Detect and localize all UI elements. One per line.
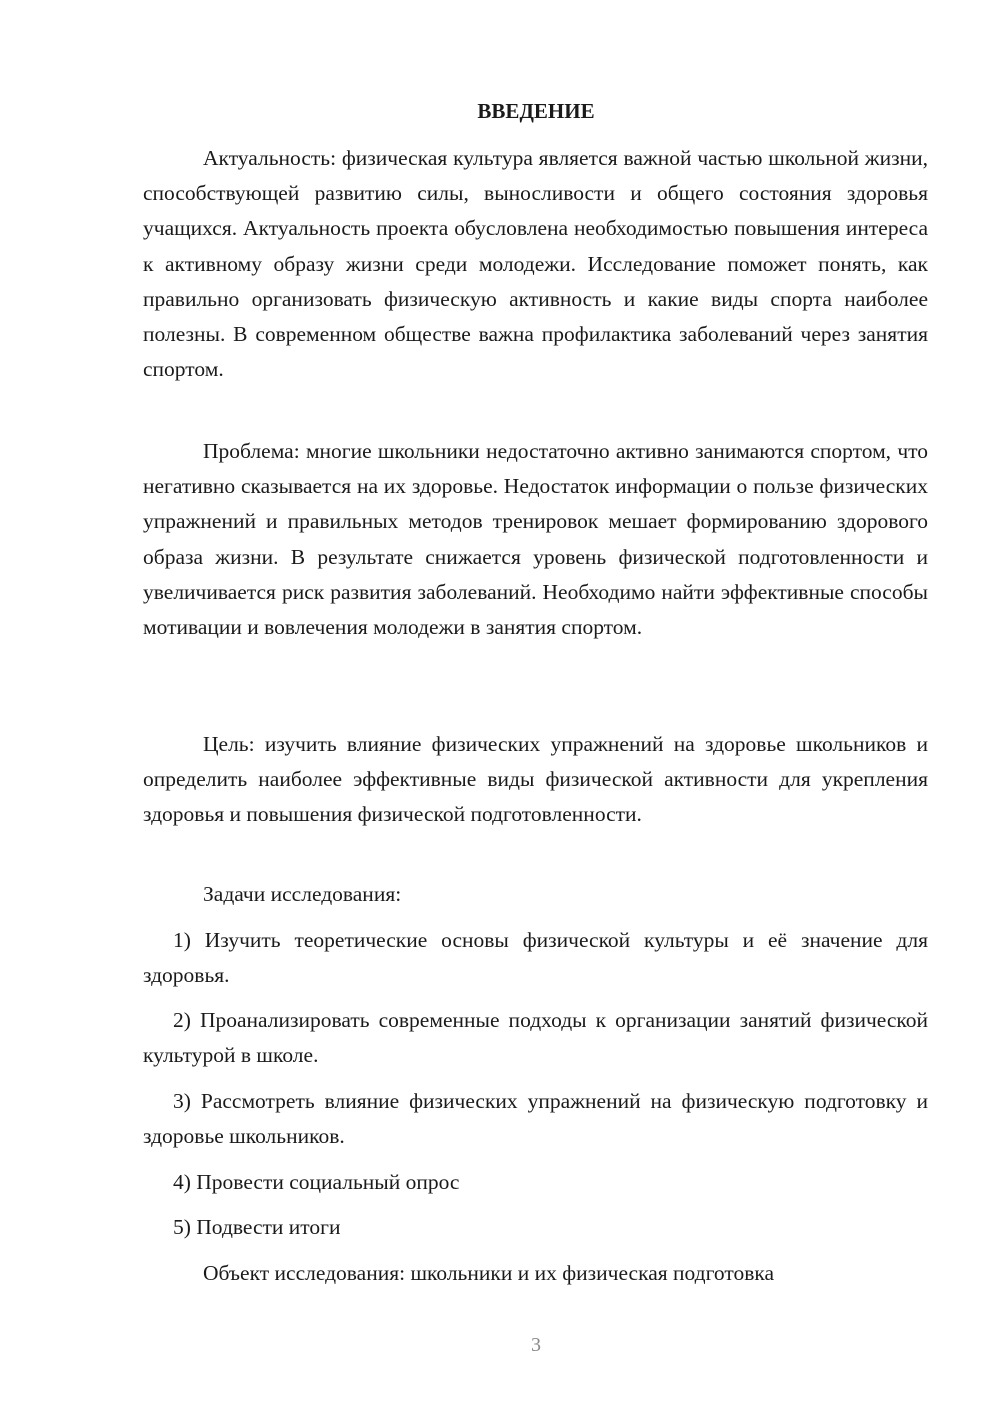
task-item-4: 4) Провести социальный опрос bbox=[173, 1170, 460, 1194]
task-item-3: 3) Рассмотреть влияние физических упражнений на физическую подготовку и здоровье школьников. bbox=[143, 1089, 928, 1149]
paragraph-object: Объект исследования: школьники и их физическая подготовка bbox=[203, 1261, 775, 1285]
page-number: 3 bbox=[531, 1334, 541, 1356]
paragraph-goal: Цель: изучить влияние физических упражнений на здоровье школьников и определить наиболее эффективные виды физической активности для укрепления здоровья и повышения физической подготовленности. bbox=[143, 732, 928, 827]
paragraph-relevance: Актуальность: физическая культура является важной частью школьной жизни, способствующей развитию силы, выносливости и общего состояния здоровья учащихся. Актуальность проекта обусловлена необходимостью повышения интереса к активному образу жизни среди молодежи. Исследование поможет понять, как правильно организовать физическую активность и какие виды спорта наиболее полезны. В современном обществе важна профилактика заболеваний через занятия спортом. bbox=[143, 146, 928, 382]
task-item-1: 1) Изучить теоретические основы физической культуры и её значение для здоровья. bbox=[143, 928, 928, 988]
section-title: ВВЕДЕНИЕ bbox=[477, 99, 595, 123]
paragraph-tasks-heading: Задачи исследования: bbox=[203, 882, 402, 906]
paragraph-problem: Проблема: многие школьники недостаточно активно занимаются спортом, что негативно сказывается на их здоровье. Недостаток информации о пользе физических упражнений и правильных методов тренировок мешает формированию здорового образа жизни. В результате снижается уровень физической подготовленности и увеличивается риск развития заболеваний. Необходимо найти эффективные способы мотивации и вовлечения молодежи в занятия спортом. bbox=[143, 439, 928, 640]
task-item-5: 5) Подвести итоги bbox=[173, 1215, 341, 1239]
task-item-2: 2) Проанализировать современные подходы к организации занятий физической культурой в школе. bbox=[143, 1008, 928, 1068]
